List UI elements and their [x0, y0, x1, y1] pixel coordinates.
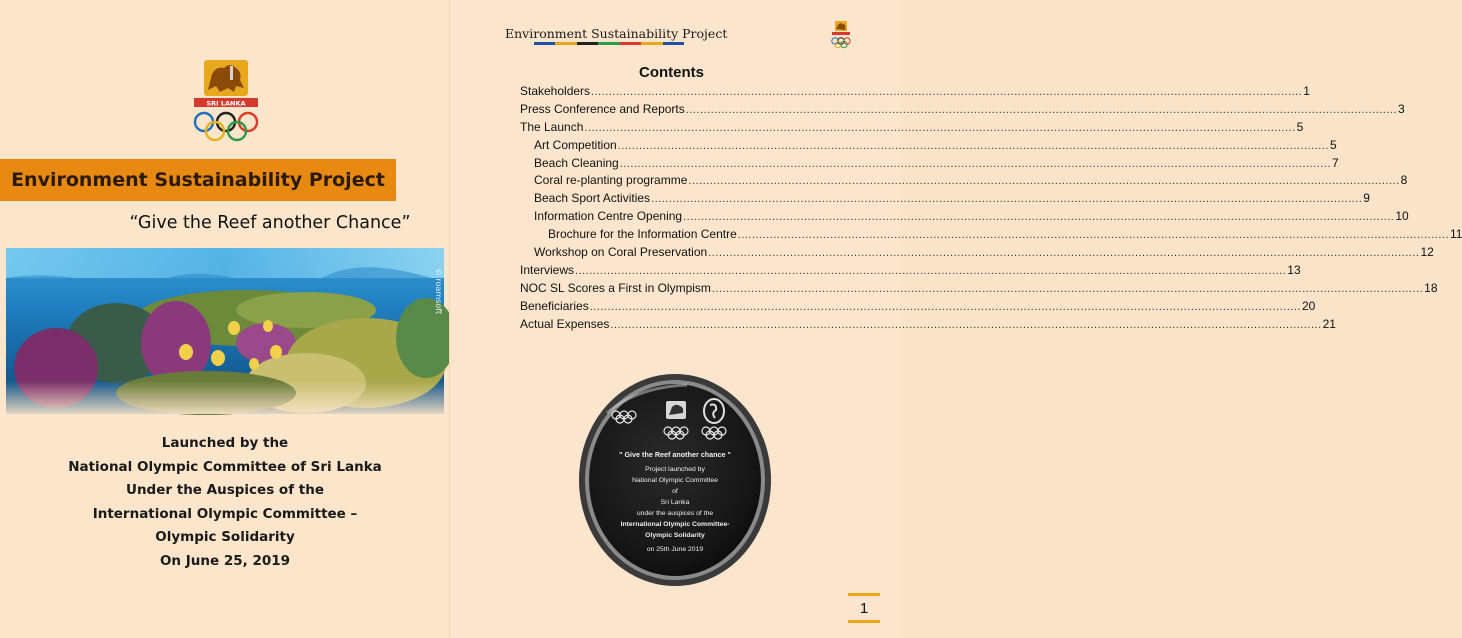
toc-leader-dots: ........................................................................................................................................................................................................ [589, 300, 1301, 313]
toc-entry[interactable] [520, 316, 1336, 335]
left-page [0, 0, 450, 638]
photo-credit: © roamsoft [434, 268, 443, 315]
toc-entry[interactable] [520, 262, 1301, 281]
header-stripe-segment [555, 42, 576, 45]
header-stripe-segment [577, 42, 598, 45]
toc-entry-page: 5 [1329, 137, 1337, 152]
plaque-line: of [672, 488, 678, 495]
toc-leader-dots: ........................................................................................................................................................................................................ [610, 318, 1322, 331]
toc-entry[interactable] [520, 280, 1438, 299]
toc-entry-label: Workshop on Coral Preservation [534, 245, 708, 260]
project-slogan: “Give the Reef another Chance” [129, 213, 411, 233]
project-title: Environment Sustainability Project [11, 169, 385, 191]
plaque-line: Project launched by [645, 466, 705, 473]
launch-line: International Olympic Committee – [92, 505, 358, 522]
toc-entry-label: NOC SL Scores a First in Olympism [520, 280, 711, 295]
toc-entry[interactable] [520, 245, 1434, 263]
emblem-label: SRI LANKA [206, 99, 246, 108]
toc-entry-label: Beneficiaries [520, 298, 589, 313]
toc-leader-dots: ........................................................................................................................................................................................................ [575, 264, 1287, 277]
toc-leader-dots: ........................................................................................................................................................................................................ [711, 282, 1424, 295]
toc-leader-dots: ........................................................................................................................................................................................................ [685, 103, 1397, 116]
toc-entry-label: The Launch [520, 119, 584, 134]
toc-entry-page: 8 [1400, 173, 1408, 188]
toc-entry[interactable] [520, 84, 1310, 102]
plaque-line: under the auspices of the [636, 510, 714, 517]
header-stripe-segment [620, 42, 641, 45]
launch-details [0, 432, 450, 573]
toc-entry[interactable] [520, 119, 1304, 138]
commemorative-plaque-photo [577, 373, 773, 588]
toc-entry-label: Actual Expenses [520, 316, 610, 331]
toc-entry[interactable] [520, 137, 1337, 156]
toc-entry-label: Beach Cleaning [534, 155, 619, 170]
toc-entry-page: 9 [1363, 191, 1370, 206]
plaque-line: on 25th June 2019 [646, 546, 704, 553]
header-stripe-segment [534, 42, 555, 45]
coral-reef-photo [6, 248, 444, 414]
contents-heading: Contents [639, 64, 704, 81]
toc-leader-dots: ........................................................................................................................................................................................................ [688, 175, 1400, 188]
header-stripe-segment [598, 42, 619, 45]
toc-entry-label: Beach Sport Activities [534, 191, 651, 206]
header-stripe-segment [663, 42, 684, 45]
launch-line: National Olympic Committee of Sri Lanka [68, 458, 382, 475]
toc-entry-page: 21 [1322, 316, 1336, 331]
noc-sri-lanka-emblem-icon [190, 58, 262, 148]
plaque-line: Sri Lanka [660, 499, 690, 506]
toc-leader-dots: ........................................................................................................................................................................................................ [708, 247, 1420, 260]
toc-entry[interactable] [520, 101, 1405, 120]
toc-entry-label: Brochure for the Information Centre [548, 227, 737, 242]
toc-entry-page: 11 [1450, 227, 1462, 242]
toc-entry-label: Stakeholders [520, 84, 591, 98]
plaque-line: Olympic Solidarity [645, 532, 705, 539]
plaque-line: International Olympic Committee- [620, 521, 730, 528]
toc-leader-dots: ........................................................................................................................................................................................................ [584, 121, 1296, 134]
launch-line: Under the Auspices of the [125, 482, 325, 498]
toc-entry-page: 10 [1395, 209, 1409, 224]
toc-leader-dots: ........................................................................................................................................................................................................ [619, 157, 1331, 170]
toc-entry-label: Coral re-planting programme [534, 173, 688, 188]
toc-leader-dots: ........................................................................................................................................................................................................ [651, 193, 1363, 206]
toc-leader-dots: ........................................................................................................................................................................................................ [591, 86, 1303, 98]
page-number: 1 [848, 593, 880, 623]
toc-entry-page: 18 [1424, 280, 1438, 295]
toc-entry-label: Press Conference and Reports [520, 101, 685, 116]
plaque-line: " Give the Reef another chance " [619, 450, 731, 459]
launch-line: Olympic Solidarity [155, 529, 295, 545]
launch-line: On June 25, 2019 [159, 552, 291, 569]
toc-entry[interactable] [520, 209, 1409, 227]
noc-sri-lanka-emblem-small-icon [829, 20, 853, 50]
toc-leader-dots: ........................................................................................................................................................................................................ [737, 229, 1449, 242]
toc-entry[interactable] [520, 227, 1462, 245]
header-stripe-segment [641, 42, 662, 45]
toc-entry-page: 1 [1303, 84, 1310, 98]
toc-entry-page: 3 [1398, 101, 1405, 116]
project-title-banner [0, 159, 396, 201]
toc-entry[interactable] [520, 191, 1370, 209]
toc-leader-dots: ........................................................................................................................................................................................................ [617, 139, 1329, 152]
header-color-stripe [534, 42, 684, 45]
table-of-contents [520, 84, 1462, 334]
toc-entry[interactable] [520, 298, 1316, 317]
toc-entry-label: Interviews [520, 262, 575, 277]
toc-entry-page: 13 [1287, 262, 1301, 277]
plaque-line: National Olympic Committee [631, 477, 719, 484]
toc-entry[interactable] [520, 155, 1339, 174]
launch-line: Launched by the [161, 435, 289, 451]
toc-entry-page: 7 [1331, 155, 1339, 170]
toc-entry-label: Information Centre Opening [534, 209, 683, 224]
running-header: Environment Sustainability Project [505, 26, 728, 41]
toc-entry-page: 12 [1420, 245, 1434, 260]
right-page [450, 0, 1462, 638]
toc-entry-label: Art Competition [534, 137, 617, 152]
toc-entry-page: 20 [1301, 298, 1316, 313]
toc-entry[interactable] [520, 173, 1408, 191]
toc-leader-dots: ........................................................................................................................................................................................................ [683, 211, 1395, 224]
toc-entry-page: 5 [1296, 119, 1304, 134]
